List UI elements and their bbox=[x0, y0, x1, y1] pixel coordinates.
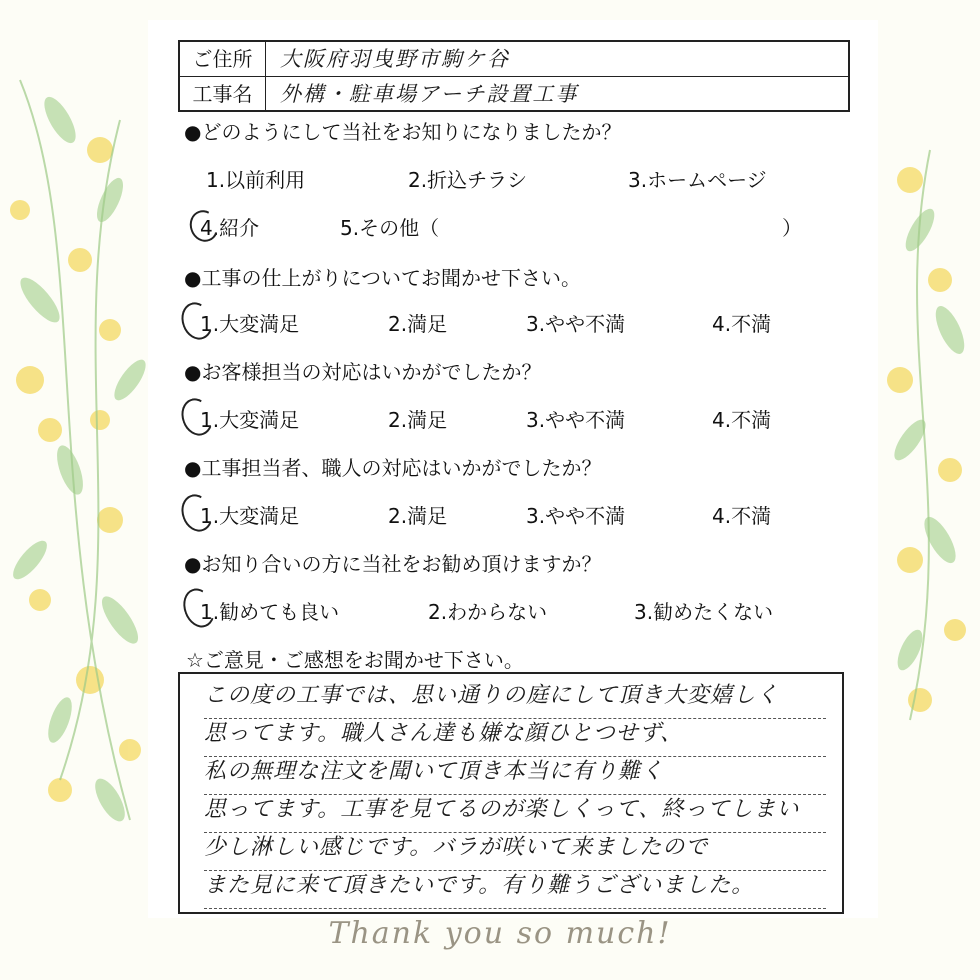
option-dissatisfied: 4.不満 bbox=[712, 408, 772, 432]
option-homepage: 3.ホームページ bbox=[628, 168, 767, 192]
option-other-close-paren: ） bbox=[782, 216, 802, 240]
thank-you-message: Thank you so much! bbox=[328, 916, 672, 951]
comment-line: この度の工事では、思い通りの庭にして頂き大変嬉しく bbox=[204, 678, 826, 719]
address-value: 大阪府羽曳野市駒ケ谷 bbox=[280, 47, 510, 71]
customer-info-table bbox=[178, 40, 850, 112]
option-referral: 4.紹介 bbox=[200, 216, 260, 240]
comment-line: 思ってます。職人さん達も嫌な顔ひとつせず、 bbox=[204, 716, 826, 757]
option-previous-use: 1.以前利用 bbox=[206, 168, 306, 192]
option-very-satisfied: 1.大変満足 bbox=[200, 408, 300, 432]
option-satisfied: 2.満足 bbox=[388, 312, 448, 336]
option-very-satisfied: 1.大変満足 bbox=[200, 312, 300, 336]
comment-line: 少し淋しい感じです。バラが咲いて来ましたので bbox=[204, 830, 826, 871]
floral-decoration-right bbox=[870, 0, 980, 980]
option-very-satisfied: 1.大変満足 bbox=[200, 504, 300, 528]
option-dissatisfied: 4.不満 bbox=[712, 312, 772, 336]
question-sales-rep: ●お客様担当の対応はいかがでしたか？ bbox=[184, 360, 542, 384]
question-work-finish: ●工事の仕上がりについてお聞かせ下さい。 bbox=[184, 266, 582, 290]
work-name-row bbox=[180, 77, 848, 111]
option-satisfied: 2.満足 bbox=[388, 504, 448, 528]
option-other: 5.その他（ bbox=[340, 216, 440, 240]
question-craftsmen: ●工事担当者、職人の対応はいかがでしたか？ bbox=[184, 456, 602, 480]
comment-line: 思ってます。工事を見てるのが楽しくって、終ってしまい bbox=[204, 792, 826, 833]
comment-line: 私の無理な注文を聞いて頂き本当に有り難く bbox=[204, 754, 826, 795]
address-label: ご住所 bbox=[180, 42, 266, 76]
option-somewhat-dissatisfied: 3.やや不満 bbox=[526, 408, 626, 432]
option-would-recommend: 1.勧めても良い bbox=[200, 600, 340, 624]
option-would-not-recommend: 3.勧めたくない bbox=[634, 600, 774, 624]
comments-heading: ☆ご意見・ご感想をお聞かせ下さい。 bbox=[186, 648, 524, 672]
comment-line: また見に来て頂きたいです。有り難うございました。 bbox=[204, 868, 826, 909]
question-how-found: ●どのようにして当社をお知りになりましたか？ bbox=[184, 120, 622, 144]
option-dissatisfied: 4.不満 bbox=[712, 504, 772, 528]
work-name-value: 外構・駐車場アーチ設置工事 bbox=[280, 82, 579, 106]
question-recommend: ●お知り合いの方に当社をお勧め頂けますか？ bbox=[184, 552, 602, 576]
option-flyer: 2.折込チラシ bbox=[408, 168, 528, 192]
option-somewhat-dissatisfied: 3.やや不満 bbox=[526, 312, 626, 336]
option-satisfied: 2.満足 bbox=[388, 408, 448, 432]
option-not-sure: 2.わからない bbox=[428, 600, 548, 624]
address-row bbox=[180, 42, 848, 77]
comments-box bbox=[178, 672, 844, 914]
work-name-label: 工事名 bbox=[180, 77, 266, 111]
option-somewhat-dissatisfied: 3.やや不満 bbox=[526, 504, 626, 528]
